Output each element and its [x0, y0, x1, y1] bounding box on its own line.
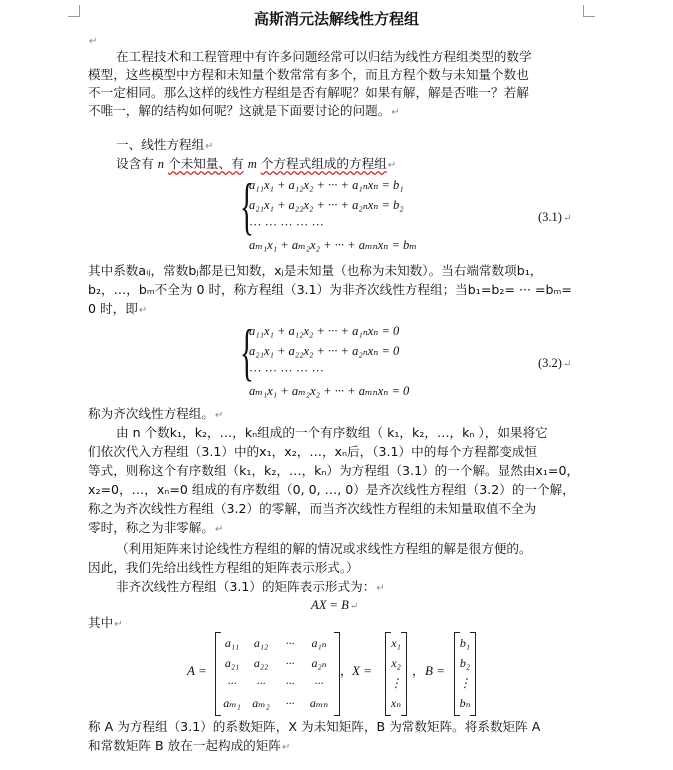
matrix-a-cell: ··· [285, 656, 295, 670]
homogeneous-line: 称为齐次线性方程组。↵ [88, 406, 224, 421]
matrix-a-cell: aₘₙ [309, 696, 329, 710]
matrix-a-cell: aₘ₂ [252, 696, 270, 710]
matrix-a-cell: ··· [285, 676, 295, 690]
para2-line-6: 零时，称之为非零解。↵ [88, 520, 224, 535]
system2-row-4: aₘ₁x₁ + aₘ₂x₂ + ··· + aₘₙxₙ = 0 [249, 384, 410, 398]
equation-label-3-2: (3.2)↵ [538, 356, 572, 370]
paragraph-mark: ↵ [89, 36, 98, 47]
matrix-x-label: X = [352, 663, 372, 678]
matrix-b-cell: bₙ [459, 696, 471, 710]
para1-line-1: 其中系数aᵢⱼ，常数bⱼ都是已知数，xⱼ是未知量（也称为未知数）。当右端常数项b₁， [88, 263, 543, 278]
matrix-a-cell: a₁ₙ [311, 636, 327, 650]
intro-line-3: 不一定相同。那么这样的线性方程组是否有解呢？如果有解，解是否唯一？若解 [88, 85, 529, 100]
matrix-equation: AX = B↵ [311, 598, 359, 612]
para2-line-1: 由 n 个数k₁，k₂，…，kₙ组成的一个有序数组（ k₁，k₂，…，kₙ ），如果将它 [116, 425, 548, 440]
intro-line-4: 不唯一，解的结构如何呢？这就是下面要讨论的问题。↵ [88, 103, 400, 118]
para2-line-3: 等式，则称这个有序数组（k₁，k₂，…，kₙ）为方程组（3.1）的一个解。显然由x₁=0， [88, 463, 580, 478]
matrix-x-body [387, 634, 405, 714]
system1-row-1: a₁₁x₁ + a₁₂x₂ + ··· + a₁ₙxₙ = b₁ [249, 178, 404, 192]
matrix-b-label: B = [425, 663, 445, 678]
equation-system-3-1 [240, 170, 480, 256]
para2-line-5: 称之为齐次线性方程组（3.2）的零解，而当齐次线性方程组的未知量取值不全为 [88, 501, 537, 516]
system1-row-4: aₘ₁x₁ + aₘ₂x₂ + ··· + aₘₙxₙ = bₘ [249, 238, 417, 252]
system2-row-3: ··· ··· ··· ··· ··· [249, 364, 324, 378]
para1-line-2: b₂，…，bₘ不全为 0 时，称方程组（3.1）为非齐次线性方程组；当b₁=b₂= ··· =bₘ= [88, 282, 572, 297]
setup-line: 设含有 n 个未知量、有 m 个方程式组成的方程组↵ [116, 156, 397, 171]
para2-line-2: 们依次代入方程组（3.1）中的x₁，x₂，…，xₙ后，（3.1）中的每个方程都变成恒 [88, 444, 538, 459]
system-brace: { [240, 316, 254, 387]
matrix-a-cell: ··· [285, 636, 295, 650]
system1-row-3: ··· ··· ··· ··· ··· [249, 218, 324, 232]
para2-line-4: x₂=0，…，xₙ=0 组成的有序数组（0, 0, …, 0）是齐次线性方程组（3.2）的一个解， [88, 482, 575, 497]
matrix-a-cell: a₂₂ [253, 656, 269, 670]
closing-line-2: 和常数矩阵 B 放在一起构成的矩阵↵ [88, 738, 291, 753]
intro-line-1: 在工程技术和工程管理中有许多问题经常可以归结为线性方程组类型的数学 [116, 49, 532, 64]
matrix-a-label: A = [187, 663, 207, 678]
equation-system-3-2 [240, 316, 480, 402]
section-heading: 一、线性方程组↵ [116, 137, 214, 152]
matrix-b-cell: ⋮ [459, 676, 471, 690]
matrix-x-cell: ⋮ [390, 676, 402, 690]
system1-row-2: a₂₁x₁ + a₂₂x₂ + ··· + a₂ₙxₙ = b₂ [249, 198, 404, 212]
matrix-x-cell: x₁ [391, 636, 401, 650]
matrix-b-cell: b₁ [459, 636, 471, 650]
qizhong-line: 其中↵ [88, 615, 123, 630]
matrix-a-cell: a₂₁ [224, 656, 240, 670]
system2-row-2: a₂₁x₁ + a₂₂x₂ + ··· + a₂ₙxₙ = 0 [249, 344, 400, 358]
matrix-a-cell: ··· [256, 676, 266, 690]
matrix-a-cell: a₁₂ [253, 636, 269, 650]
matrix-x-cell: x₂ [391, 656, 401, 670]
matrix-a-cell: ··· [227, 676, 237, 690]
para1-line-3: 0 时，即↵ [88, 301, 148, 316]
matrix-a-cell: a₁₁ [224, 636, 240, 650]
separator-2: ， [412, 663, 425, 678]
para3-line-1: （利用矩阵来讨论线性方程组的解的情况或求线性方程组的解是很方便的。 [116, 541, 532, 556]
intro-line-2: 模型，这些模型中方程和未知量个数常常有多个，而且方程个数与未知量个数也 [88, 67, 529, 82]
separator-1: ， [340, 663, 353, 678]
system2-row-1: a₁₁x₁ + a₁₂x₂ + ··· + a₁ₙxₙ = 0 [249, 324, 400, 338]
matrix-a-body [218, 634, 336, 714]
equation-label-3-1: (3.1)↵ [538, 210, 572, 224]
matrix-a-cell: ··· [285, 696, 295, 710]
matrix-a-cell: a₂ₙ [311, 656, 327, 670]
matrix-a-cell: ··· [314, 676, 324, 690]
matrix-b-cell: b₂ [459, 656, 471, 670]
matrix-a-cell: aₘ₁ [223, 696, 241, 710]
matrix-x-cell: xₙ [390, 696, 402, 710]
para3-line-2: 因此，我们先给出线性方程组的矩阵表示形式。） [88, 560, 359, 575]
document-title: 高斯消元法解线性方程组 [253, 10, 419, 28]
matrix-b-body [456, 634, 474, 714]
system-brace: { [240, 170, 254, 241]
matrix-intro: 非齐次线性方程组（3.1）的矩阵表示形式为：↵ [116, 579, 385, 594]
closing-line-1: 称 A 为方程组（3.1）的系数矩阵，X 为未知矩阵，B 为常数矩阵。将系数矩阵 A [88, 719, 541, 734]
